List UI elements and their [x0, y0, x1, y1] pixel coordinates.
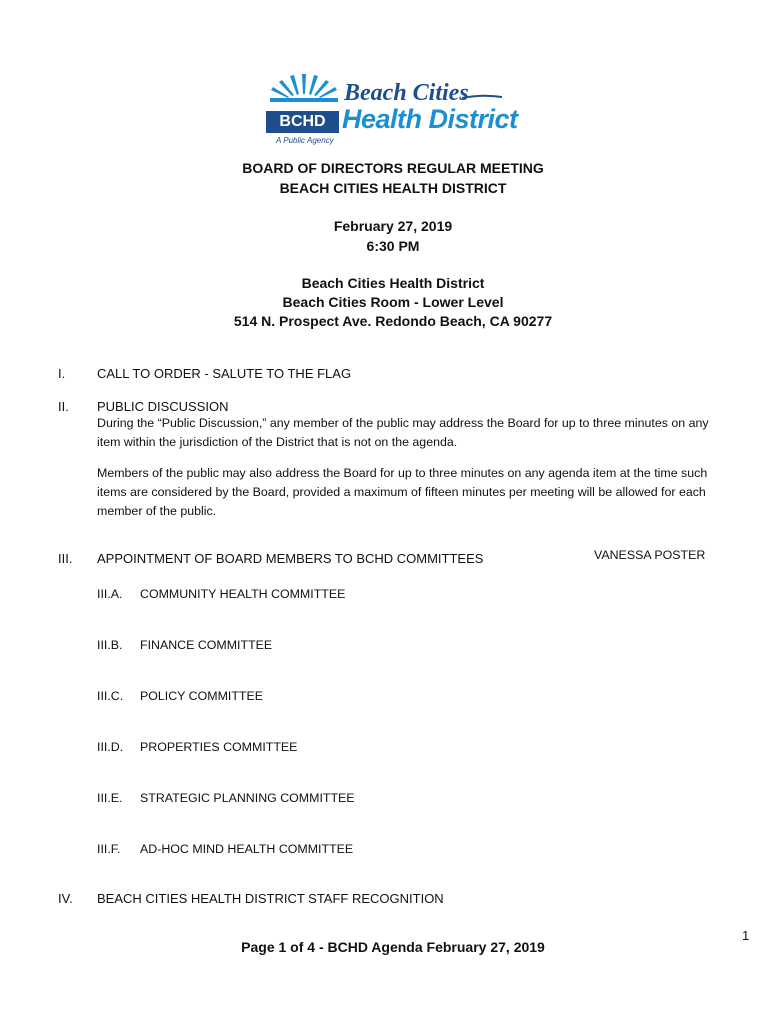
agenda-item-title: CALL TO ORDER - SALUTE TO THE FLAG	[97, 366, 352, 381]
agenda-item-title: PUBLIC DISCUSSION	[97, 399, 229, 414]
agenda-item-number: I.	[58, 366, 66, 381]
subitem-title: AD-HOC MIND HEALTH COMMITTEE	[140, 842, 354, 856]
subitem-number: III.D.	[97, 740, 124, 754]
subitem-title: POLICY COMMITTEE	[140, 689, 264, 703]
location-name: Beach Cities Health District	[301, 275, 485, 291]
agenda-item-number: IV.	[58, 891, 73, 906]
subitem-number: III.A.	[97, 587, 123, 601]
agenda-item-title: APPOINTMENT OF BOARD MEMBERS TO BCHD COMMITTEES	[97, 551, 484, 566]
subitem-number: III.C.	[97, 689, 124, 703]
subitem-title: PROPERTIES COMMITTEE	[140, 740, 298, 754]
subitem-title: COMMUNITY HEALTH COMMITTEE	[140, 587, 346, 601]
location-room: Beach Cities Room - Lower Level	[282, 294, 504, 310]
logo-sunburst-icon	[266, 72, 342, 112]
subitem-number: III.F.	[97, 842, 121, 856]
logo-main-text: Health District	[342, 104, 518, 134]
agenda-item-title: BEACH CITIES HEALTH DISTRICT STAFF RECOGNITION	[97, 891, 444, 906]
page-number: 1	[742, 928, 750, 943]
public-discussion-paragraph-2: Members of the public may also address the Board for up to three minutes on any agenda item at the time such items are considered by the Board, provided a maximum of fifteen minutes per meeting will be allowed for each member of the public.	[97, 466, 708, 518]
organization-title: BEACH CITIES HEALTH DISTRICT	[279, 180, 507, 196]
public-discussion-paragraph-1: During the “Public Discussion,” any member of the public may address the Board for up to three minutes on any item within the jurisdiction of the District that is not on the agenda.	[97, 416, 709, 449]
logo-script-text: Beach Cities	[344, 80, 469, 106]
agenda-item-number: II.	[58, 399, 69, 414]
page-footer: Page 1 of 4 - BCHD Agenda February 27, 2019	[241, 939, 545, 955]
meeting-date: February 27, 2019	[333, 218, 453, 234]
location-address: 514 N. Prospect Ave. Redondo Beach, CA 90277	[233, 313, 553, 329]
agenda-item-number: III.	[58, 551, 73, 566]
subitem-number: III.B.	[97, 638, 123, 652]
subitem-title: FINANCE COMMITTEE	[140, 638, 273, 652]
subitem-number: III.E.	[97, 791, 123, 805]
logo-underline-swash	[462, 94, 502, 100]
meeting-time: 6:30 PM	[366, 238, 420, 254]
logo-badge: BCHD	[266, 111, 339, 133]
presenter-name: VANESSA POSTER	[594, 548, 706, 562]
logo-tagline: A Public Agency	[276, 136, 334, 145]
subitem-title: STRATEGIC PLANNING COMMITTEE	[140, 791, 355, 805]
meeting-title: BOARD OF DIRECTORS REGULAR MEETING	[242, 160, 544, 176]
